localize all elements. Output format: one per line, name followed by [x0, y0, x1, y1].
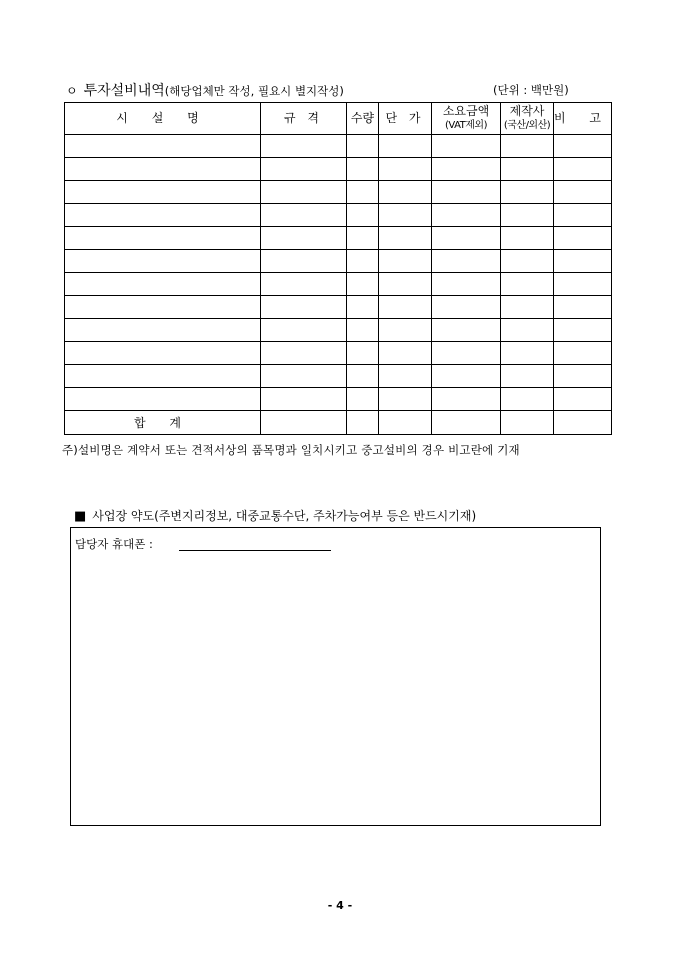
header-facility-name: 시 설 명 — [65, 103, 261, 135]
cell-name[interactable] — [65, 158, 261, 181]
table-row — [65, 319, 612, 342]
cell-cost[interactable] — [432, 388, 501, 411]
table-row — [65, 296, 612, 319]
cell-cost[interactable] — [432, 158, 501, 181]
table-row — [65, 227, 612, 250]
section2-title — [74, 507, 476, 524]
cell-name[interactable] — [65, 342, 261, 365]
cell-name[interactable] — [65, 365, 261, 388]
cell-maker[interactable] — [501, 227, 554, 250]
cell-maker[interactable] — [501, 319, 554, 342]
table-row — [65, 365, 612, 388]
table-row — [65, 388, 612, 411]
cell-remarks[interactable] — [554, 342, 612, 365]
cell-maker[interactable] — [501, 204, 554, 227]
cell-maker[interactable] — [501, 342, 554, 365]
cell-name[interactable] — [65, 135, 261, 158]
cell-spec[interactable] — [261, 158, 347, 181]
cell-name[interactable] — [65, 250, 261, 273]
cell-qty[interactable] — [347, 227, 379, 250]
site-map-box[interactable] — [70, 527, 601, 826]
cell-price[interactable] — [379, 204, 432, 227]
cell-qty[interactable] — [347, 296, 379, 319]
cell-spec[interactable] — [261, 342, 347, 365]
table-row — [65, 204, 612, 227]
page-number: - 4 - — [327, 899, 353, 912]
section1-heading: 투자설비내역 — [83, 83, 165, 99]
header-maker: 제작사 (국산/외산) — [501, 103, 554, 135]
cell-spec[interactable] — [261, 296, 347, 319]
cell-qty[interactable] — [347, 273, 379, 296]
cell-qty[interactable] — [347, 204, 379, 227]
cell-remarks[interactable] — [554, 181, 612, 204]
total-price[interactable] — [379, 411, 432, 435]
cell-cost[interactable] — [432, 250, 501, 273]
cell-name[interactable] — [65, 204, 261, 227]
cell-remarks[interactable] — [554, 319, 612, 342]
cell-cost[interactable] — [432, 273, 501, 296]
cell-maker[interactable] — [501, 158, 554, 181]
cell-maker[interactable] — [501, 135, 554, 158]
cell-cost[interactable] — [432, 365, 501, 388]
circle-bullet-icon: ㅇ — [66, 84, 78, 98]
header-cost: 소요금액 (VAT제외) — [432, 103, 501, 135]
cell-price[interactable] — [379, 181, 432, 204]
square-bullet-icon: ■ — [74, 509, 87, 524]
section1-subtitle: (해당업체만 작성, 필요시 별지작성) — [164, 84, 344, 98]
section2-heading: 사업장 약도(주변지리정보, 대중교통수단, 주차가능여부 등은 반드시기재) — [92, 509, 477, 523]
cell-spec[interactable] — [261, 250, 347, 273]
cell-maker[interactable] — [501, 273, 554, 296]
cell-qty[interactable] — [347, 319, 379, 342]
cell-maker[interactable] — [501, 365, 554, 388]
phone-label: 담당자 휴대폰 : — [75, 537, 153, 551]
table-row — [65, 181, 612, 204]
total-remarks[interactable] — [554, 411, 612, 435]
cell-remarks[interactable] — [554, 273, 612, 296]
header-qty: 수량 — [347, 103, 379, 135]
cell-spec[interactable] — [261, 181, 347, 204]
cell-maker[interactable] — [501, 388, 554, 411]
cell-cost[interactable] — [432, 227, 501, 250]
cell-spec[interactable] — [261, 135, 347, 158]
cell-name[interactable] — [65, 181, 261, 204]
cell-remarks[interactable] — [554, 388, 612, 411]
cell-cost[interactable] — [432, 296, 501, 319]
investment-table — [64, 102, 612, 435]
cell-qty[interactable] — [347, 365, 379, 388]
cell-maker[interactable] — [501, 181, 554, 204]
cell-price[interactable] — [379, 158, 432, 181]
cell-qty[interactable] — [347, 158, 379, 181]
cell-qty[interactable] — [347, 342, 379, 365]
table-total-row — [65, 411, 612, 435]
cell-remarks[interactable] — [554, 204, 612, 227]
unit-label: (단위 : 백만원) — [493, 83, 569, 97]
cell-qty[interactable] — [347, 181, 379, 204]
table-footnote: 주)설비명은 계약서 또는 견적서상의 품목명과 일치시키고 중고설비의 경우 비고란에 기재 — [62, 443, 520, 457]
cell-remarks[interactable] — [554, 227, 612, 250]
cell-cost[interactable] — [432, 319, 501, 342]
header-spec: 규 격 — [261, 103, 347, 135]
cell-name[interactable] — [65, 273, 261, 296]
cell-name[interactable] — [65, 319, 261, 342]
cell-price[interactable] — [379, 342, 432, 365]
table-row — [65, 135, 612, 158]
section1-title — [66, 80, 344, 100]
cell-spec[interactable] — [261, 227, 347, 250]
table-row — [65, 158, 612, 181]
header-remarks: 비 고 — [554, 103, 612, 135]
cell-cost[interactable] — [432, 204, 501, 227]
cell-price[interactable] — [379, 273, 432, 296]
cell-price[interactable] — [379, 296, 432, 319]
total-cost[interactable] — [432, 411, 501, 435]
cell-spec[interactable] — [261, 365, 347, 388]
cell-qty[interactable] — [347, 388, 379, 411]
total-spec[interactable] — [261, 411, 347, 435]
cell-price[interactable] — [379, 227, 432, 250]
cell-qty[interactable] — [347, 250, 379, 273]
cell-qty[interactable] — [347, 135, 379, 158]
cell-price[interactable] — [379, 250, 432, 273]
cell-name[interactable] — [65, 227, 261, 250]
cell-spec[interactable] — [261, 204, 347, 227]
header-unit-price: 단 가 — [379, 103, 432, 135]
cell-price[interactable] — [379, 365, 432, 388]
cell-name[interactable] — [65, 296, 261, 319]
cell-remarks[interactable] — [554, 250, 612, 273]
total-maker[interactable] — [501, 411, 554, 435]
cell-name[interactable] — [65, 388, 261, 411]
cell-spec[interactable] — [261, 388, 347, 411]
table-row — [65, 250, 612, 273]
cell-remarks[interactable] — [554, 135, 612, 158]
cell-price[interactable] — [379, 135, 432, 158]
cell-maker[interactable] — [501, 250, 554, 273]
cell-spec[interactable] — [261, 319, 347, 342]
cell-cost[interactable] — [432, 181, 501, 204]
cell-remarks[interactable] — [554, 296, 612, 319]
cell-maker[interactable] — [501, 296, 554, 319]
table-row — [65, 342, 612, 365]
total-label: 합 계 — [65, 411, 261, 435]
cell-remarks[interactable] — [554, 365, 612, 388]
phone-input-line[interactable] — [179, 550, 331, 551]
total-qty[interactable] — [347, 411, 379, 435]
table-row — [65, 273, 612, 296]
cell-cost[interactable] — [432, 135, 501, 158]
cell-price[interactable] — [379, 388, 432, 411]
cell-remarks[interactable] — [554, 158, 612, 181]
cell-spec[interactable] — [261, 273, 347, 296]
cell-cost[interactable] — [432, 342, 501, 365]
table-header-row — [65, 103, 612, 135]
cell-price[interactable] — [379, 319, 432, 342]
